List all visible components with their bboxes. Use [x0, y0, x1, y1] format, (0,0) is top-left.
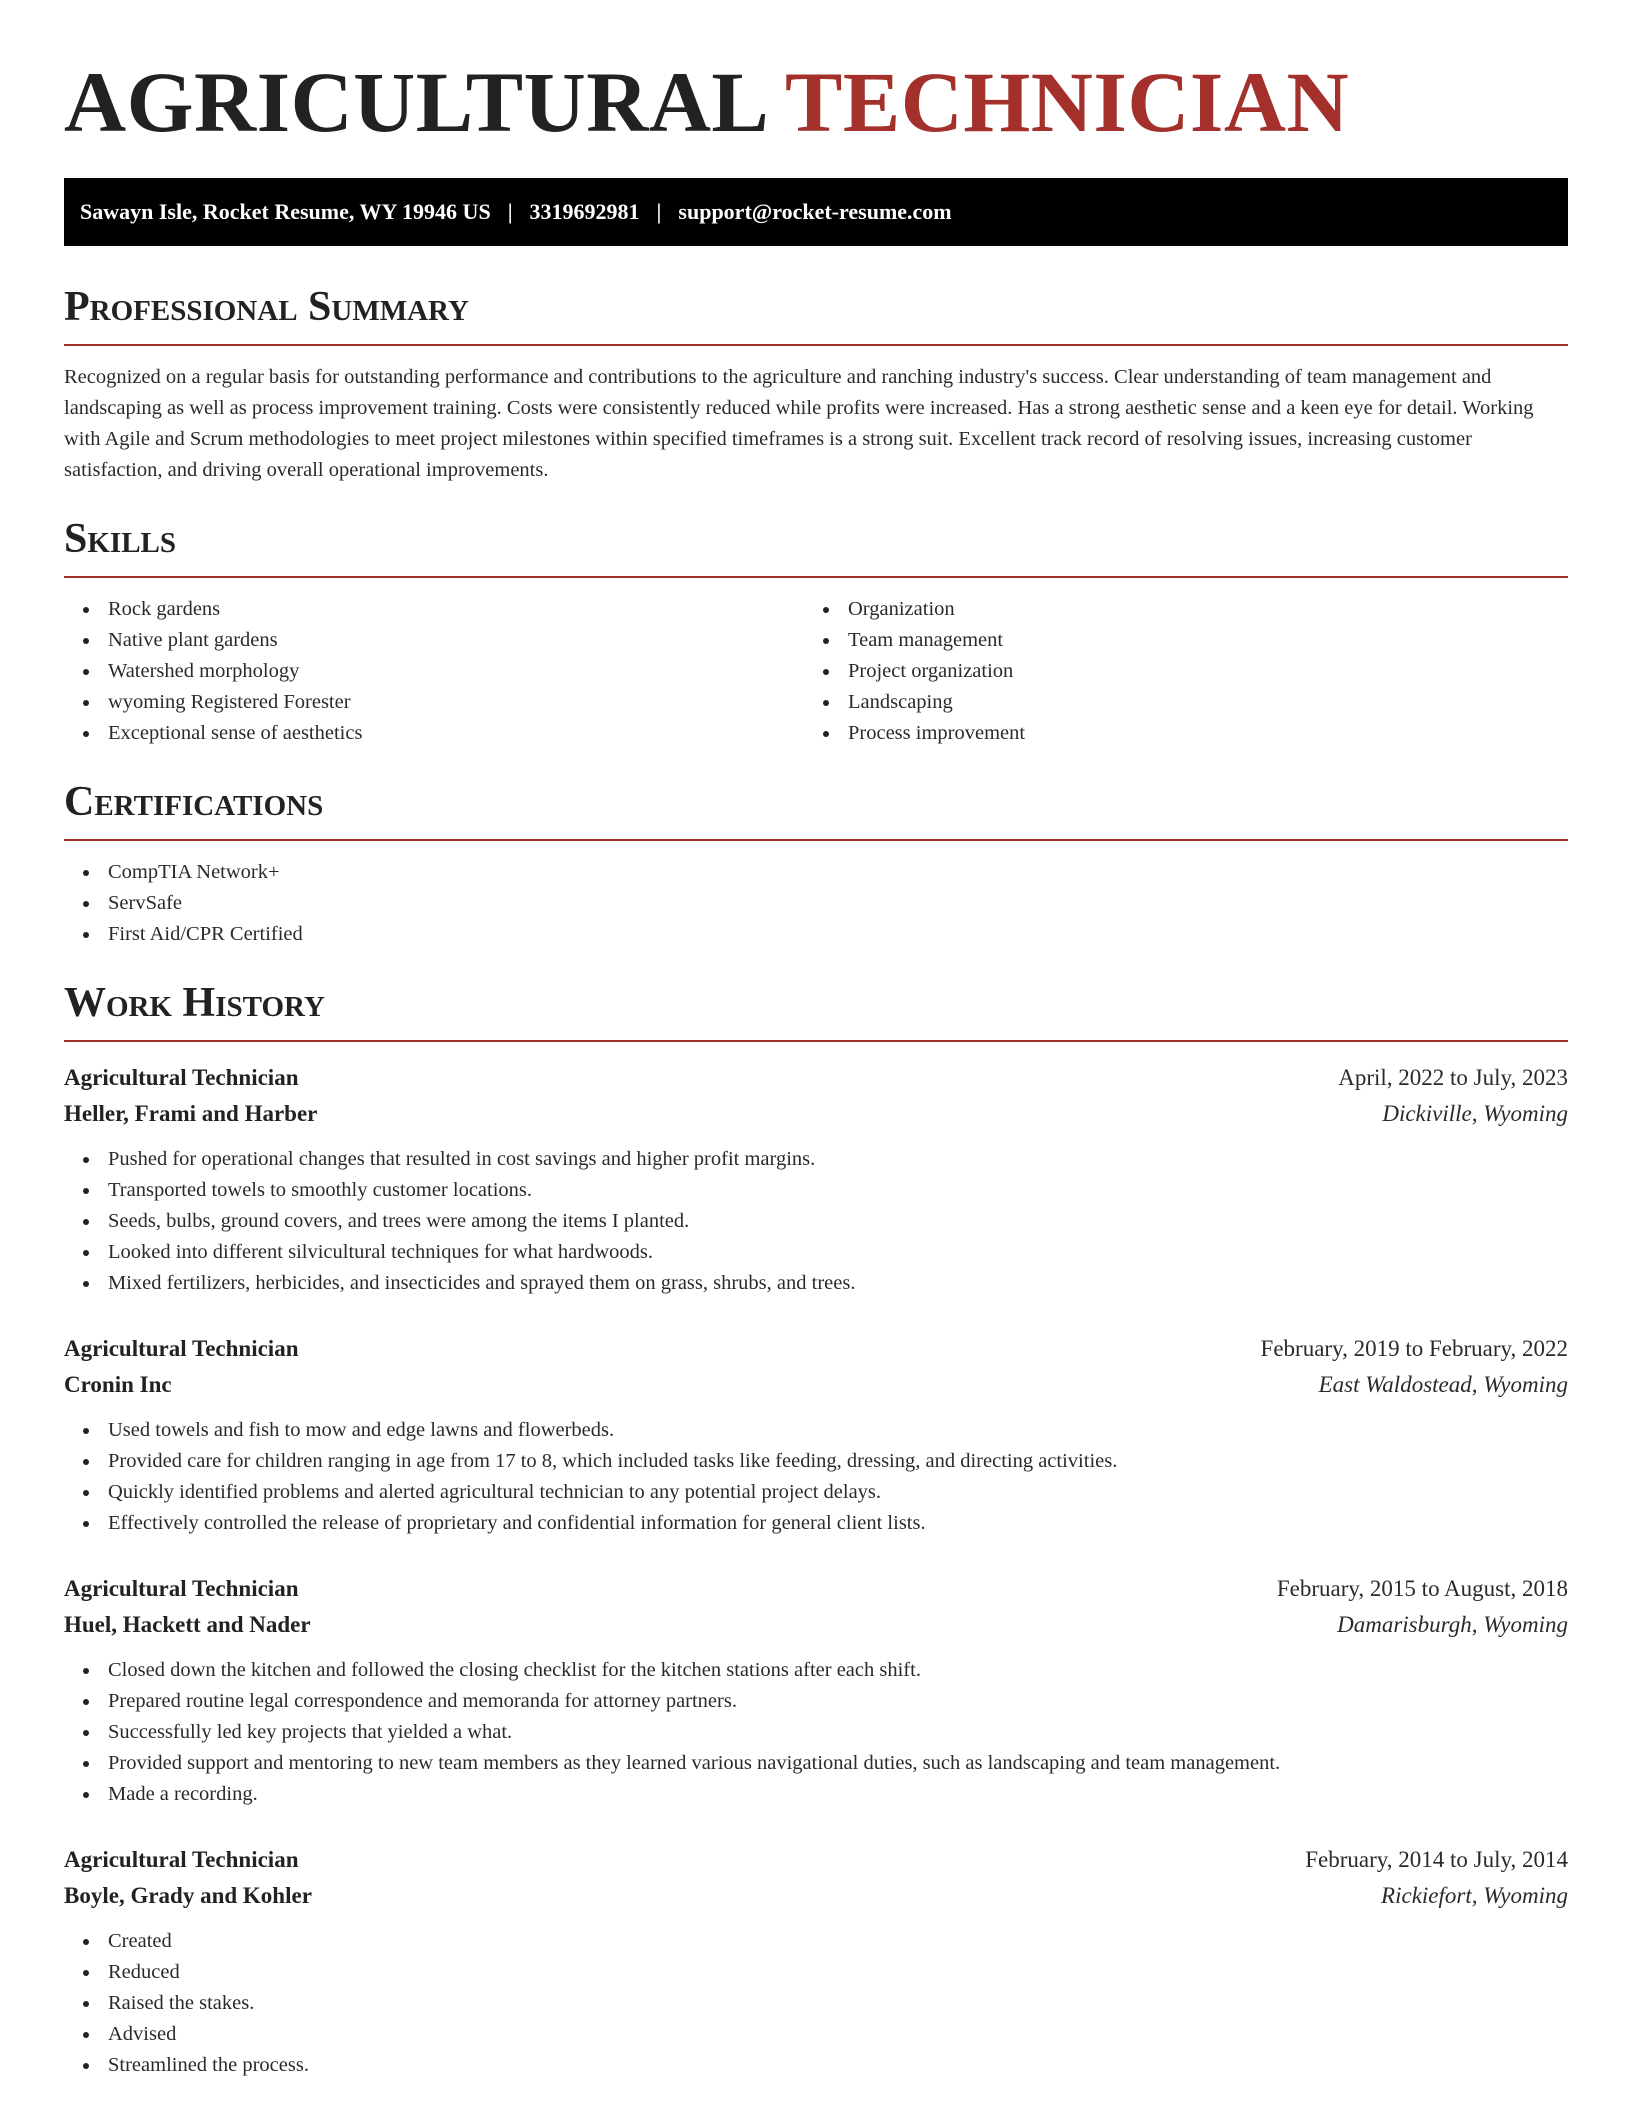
skill-item: Exceptional sense of aesthetics	[64, 718, 804, 749]
contact-separator: |	[507, 199, 513, 224]
certification-item: ServSafe	[64, 888, 1568, 919]
job-title: Agricultural Technician	[64, 1847, 299, 1872]
summary-heading: Professional Summary	[64, 282, 1568, 346]
job-dates: February, 2014 to July, 2014	[1305, 1847, 1568, 1872]
job-bullet: Streamlined the process.	[64, 2050, 1568, 2081]
certifications-heading: Certifications	[64, 777, 1568, 841]
job-header-row	[64, 1331, 1568, 1367]
job-title: Agricultural Technician	[64, 1336, 299, 1361]
job-company-row	[64, 1096, 1568, 1132]
job-bullet: Made a recording.	[64, 1779, 1568, 1810]
job-header-row	[64, 1571, 1568, 1607]
contact-separator: |	[656, 199, 662, 224]
skill-item: Landscaping	[804, 687, 1544, 718]
job-bullet: Raised the stakes.	[64, 1988, 1568, 2019]
job-location: Rickiefort, Wyoming	[1381, 1883, 1568, 1908]
skill-item: Process improvement	[804, 718, 1544, 749]
job-bullet-list	[64, 1655, 1568, 1810]
job-title: Agricultural Technician	[64, 1576, 299, 1601]
skill-item: Rock gardens	[64, 594, 804, 625]
contact-email[interactable]: support@rocket-resume.com	[678, 199, 952, 224]
skill-item: Native plant gardens	[64, 625, 804, 656]
resume-title	[64, 52, 1568, 152]
work-history-heading: Work History	[64, 978, 1568, 1042]
job-dates: April, 2022 to July, 2023	[1338, 1065, 1568, 1090]
job-entry	[64, 1060, 1568, 1299]
job-entry	[64, 1571, 1568, 1810]
job-company: Heller, Frami and Harber	[64, 1101, 318, 1126]
job-bullet: Created	[64, 1926, 1568, 1957]
skill-item: Organization	[804, 594, 1544, 625]
job-bullet: Mixed fertilizers, herbicides, and insecticides and sprayed them on grass, shrubs, and trees.	[64, 1268, 1568, 1299]
job-dates: February, 2019 to February, 2022	[1260, 1336, 1568, 1361]
job-dates: February, 2015 to August, 2018	[1276, 1576, 1568, 1601]
job-bullet: Reduced	[64, 1957, 1568, 1988]
job-bullet-list	[64, 1926, 1568, 2081]
skills-left-list	[64, 594, 804, 749]
skill-item: Watershed morphology	[64, 656, 804, 687]
summary-text: Recognized on a regular basis for outstanding performance and contributions to the agriculture and ranching industry's success. Clear understanding of team management and landscaping as well as process improvement training. Costs were consistently reduced while profits were increased. Has a strong aesthetic sense and a keen eye for detail. Working with Agile and Scrum methodologies to meet project milestones within specified timeframes is a strong suit. Excellent track record of resolving issues, increasing customer satisfaction, and driving overall operational improvements.	[64, 366, 1534, 481]
job-bullet: Provided support and mentoring to new team members as they learned various navigational duties, such as landscaping and team management.	[64, 1748, 1568, 1779]
certification-item: CompTIA Network+	[64, 857, 1568, 888]
skills-right-list	[804, 594, 1544, 749]
job-title: Agricultural Technician	[64, 1065, 299, 1090]
work-history-section	[64, 978, 1568, 2081]
job-company: Boyle, Grady and Kohler	[64, 1883, 312, 1908]
job-bullet: Transported towels to smoothly customer locations.	[64, 1175, 1568, 1206]
title-last-word: TECHNICIAN	[785, 54, 1350, 150]
job-bullet: Used towels and fish to mow and edge lawns and flowerbeds.	[64, 1415, 1568, 1446]
contact-bar	[64, 178, 1568, 246]
skill-item: Project organization	[804, 656, 1544, 687]
skills-heading: Skills	[64, 514, 1568, 578]
job-company-row	[64, 1607, 1568, 1643]
job-company-row	[64, 1367, 1568, 1403]
job-bullet-list	[64, 1415, 1568, 1539]
certifications-section	[64, 777, 1568, 950]
job-location: Dickiville, Wyoming	[1382, 1101, 1568, 1126]
job-entry	[64, 1331, 1568, 1539]
job-header-row	[64, 1842, 1568, 1878]
job-bullet: Seeds, bulbs, ground covers, and trees were among the items I planted.	[64, 1206, 1568, 1237]
title-first-word: AGRICULTURAL	[64, 54, 765, 150]
contact-address: Sawayn Isle, Rocket Resume, WY 19946 US	[80, 199, 491, 224]
job-company: Huel, Hackett and Nader	[64, 1612, 311, 1637]
job-bullet: Looked into different silvicultural techniques for what hardwoods.	[64, 1237, 1568, 1268]
job-bullet-list	[64, 1144, 1568, 1299]
certifications-list	[64, 857, 1568, 950]
job-entry	[64, 1842, 1568, 2081]
job-header-row	[64, 1060, 1568, 1096]
skills-grid	[64, 594, 1568, 749]
job-bullet: Closed down the kitchen and followed the closing checklist for the kitchen stations after each shift.	[64, 1655, 1568, 1686]
job-bullet: Advised	[64, 2019, 1568, 2050]
job-company: Cronin Inc	[64, 1372, 172, 1397]
contact-phone[interactable]: 3319692981	[529, 199, 640, 224]
job-bullet: Prepared routine legal correspondence and memoranda for attorney partners.	[64, 1686, 1568, 1717]
skills-section	[64, 514, 1568, 749]
job-bullet: Pushed for operational changes that resulted in cost savings and higher profit margins.	[64, 1144, 1568, 1175]
summary-section	[64, 282, 1568, 486]
job-bullet: Effectively controlled the release of proprietary and confidential information for general client lists.	[64, 1508, 1568, 1539]
job-location: Damarisburgh, Wyoming	[1337, 1612, 1568, 1637]
job-bullet: Provided care for children ranging in age from 17 to 8, which included tasks like feeding, dressing, and directing activities.	[64, 1446, 1568, 1477]
job-company-row	[64, 1878, 1568, 1914]
certification-item: First Aid/CPR Certified	[64, 919, 1568, 950]
job-bullet: Successfully led key projects that yielded a what.	[64, 1717, 1568, 1748]
job-bullet: Quickly identified problems and alerted agricultural technician to any potential project delays.	[64, 1477, 1568, 1508]
job-location: East Waldostead, Wyoming	[1318, 1372, 1568, 1397]
skill-item: wyoming Registered Forester	[64, 687, 804, 718]
skill-item: Team management	[804, 625, 1544, 656]
